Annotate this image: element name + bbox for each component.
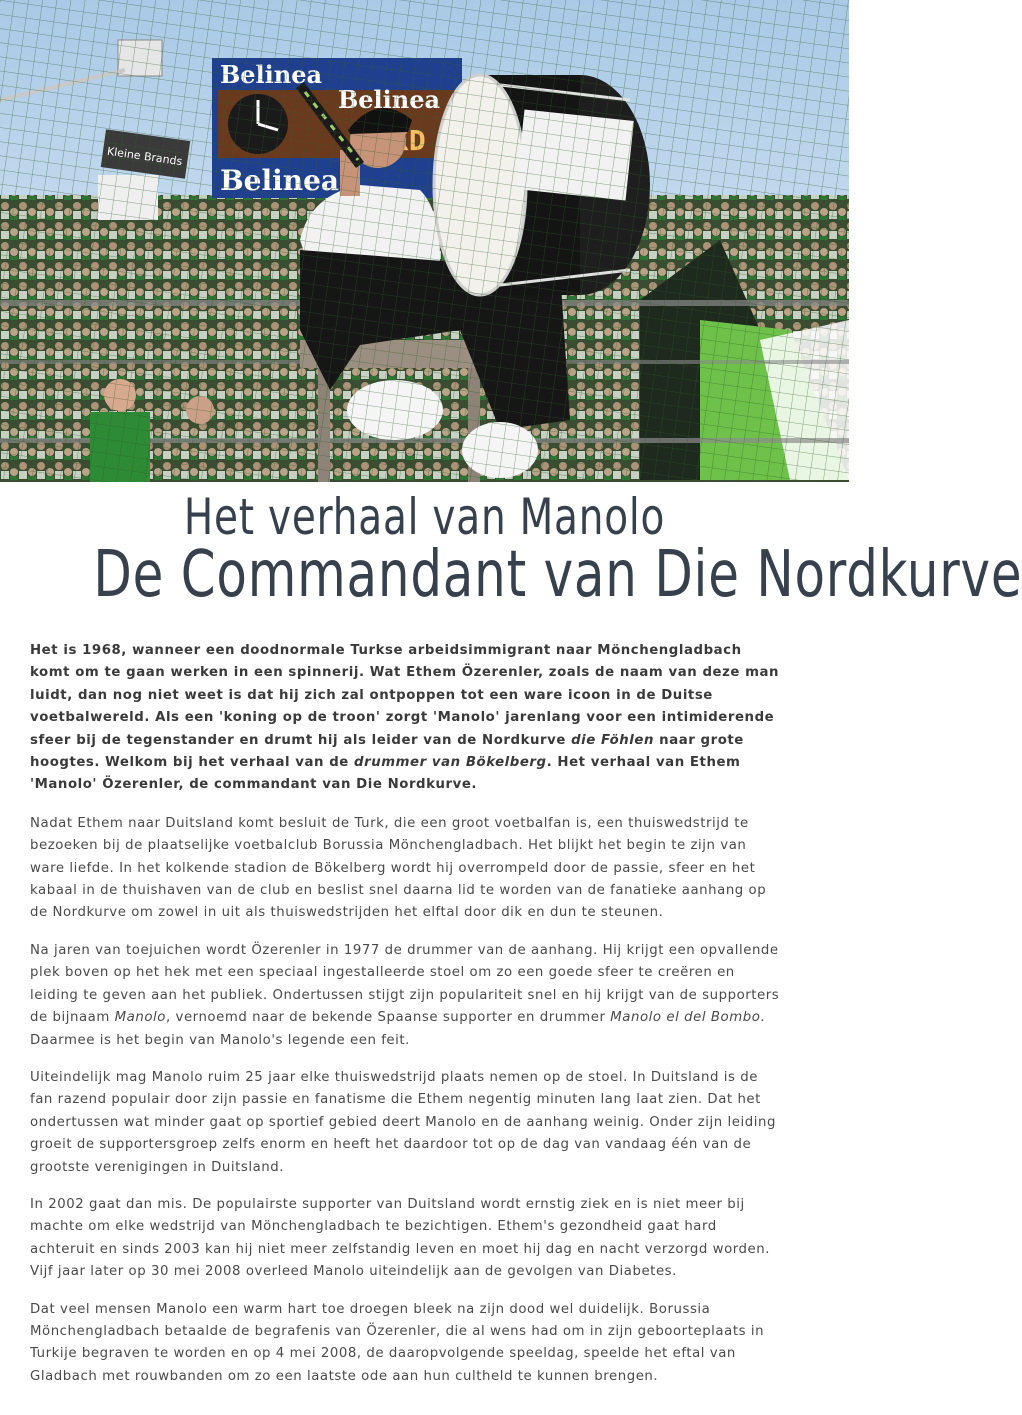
p3-text-b: , vernoemd naar de bekende Spaanse supporter en drummer <box>165 1010 611 1026</box>
paragraph-4: Uiteindelijk mag Manolo ruim 25 jaar elke thuiswedstrijd plaats nemen op de stoel. In Duitsland is de fan razend populair door zijn passie en fanatisme die Ethem negentig minuten lang laat zien. Dat het ondertussen wat minder gaat op sportief gebied deert Manolo en de aanhang weinig. Onder zijn leiding groeit de supportersgroep zelfs enorm en heeft het daardoor tot op de dag van vandaag één van de grootste verenigingen in Duitsland. <box>30 1069 776 1175</box>
paragraph-5: In 2002 gaat dan mis. De populairste supporter van Duitsland wordt ernstig ziek en is niet meer bij machte om elke wedstrijd van Mönchengladbach te bezichtigen. Ethem's gezondheid gaat hard achteruit en sinds 2003 kan hij niet meer zelfstandig leven en moet hij dag en nacht verzorgd worden. Vijf jaar later op 30 mei 2008 overleed Manolo uiteindelijk aan de gevolgen van Diabetes. <box>30 1196 771 1280</box>
p3-text-c: . Daarmee is het begin van Manolo's legende een feit. <box>30 1010 766 1048</box>
article-body <box>30 640 782 1403</box>
hero-illustration <box>0 0 849 482</box>
page-subtitle: De Commandant van Die Nordkurve <box>93 538 1022 612</box>
intro-text-a: Het is 1968, wanneer een doodnormale Turkse arbeidsimmigrant naar Mönchengladbach komt om te gaan werken in een spinnerij. Wat Ethem Özerenler, zoals de naam van deze man luidt, dan nog niet weet is dat hij zich zal ontpoppen tot een ware icoon in de Duitse voetbalwereld. Als een 'koning op de troon' zorgt 'Manolo' jarenlang voor een intimiderende sfeer bij de tegenstander en drumt hij als leider van de Nordkurve <box>30 643 780 748</box>
intro-emphasis-drummer: drummer van Bökelberg <box>354 755 547 771</box>
page-title: Het verhaal van Manolo <box>183 488 666 546</box>
hero-photo <box>0 0 849 482</box>
paragraph-2: Nadat Ethem naar Duitsland komt besluit de Turk, die een groot voetbalfan is, een thuiswedstrijd te bezoeken bij de plaatselijke voetbalclub Borussia Mönchengladbach. Het blijkt het begin te zijn van ware liefde. In het kolkende stadion de Bökelberg wordt hij overrompeld door de passie, sfeer en het kabaal in de thuishaven van de club en beslist snel daarna lid te worden van de fanatieke aanhang op de Nordkurve om zowel in uit als thuiswedstrijden het elftal door dik en dun te steunen. <box>30 815 767 921</box>
paragraph-6: Dat veel mensen Manolo een warm hart toe droegen bleek na zijn dood wel duidelijk. Borussia Mönchengladbach betaalde de begrafenis van Özerenler, die al wens had om in zijn geboorteplaats in Turkije begraven te worden en op 4 mei 2008, de daaropvolgende speeldag, speelde het eftal van Gladbach met rouwbanden om zo een laatste ode aan hun cultheld te kunnen brengen. <box>30 1301 765 1384</box>
intro-emphasis-foehlen: die Föhlen <box>571 732 654 748</box>
intro-text-c: . Het verhaal van Ethem 'Manolo' Özerenler, de commandant van Die Nordkurve. <box>30 755 741 793</box>
p3-emphasis-manolo: Manolo <box>114 1010 166 1026</box>
intro-text-b: naar grote hoogtes. Welkom bij het verhaal van de <box>30 732 744 771</box>
intro-paragraph <box>30 640 782 797</box>
fence-net <box>0 0 849 482</box>
title-block <box>0 486 1022 612</box>
paragraph-3 <box>30 940 782 1052</box>
p3-text-a: Na jaren van toejuichen wordt Özerenler in 1977 de drummer van de aanhang. Hij krijgt een opvallende plek boven op het hek met een speciaal ingestalleerde stoel om zo een goede sfeer te creëren en leiding te geven aan het publiek. Ondertussen stijgt zijn populariteit snel en hij krijgt van de supporters de bijnaam <box>30 942 780 1026</box>
p3-emphasis-bombo: Manolo el del Bombo <box>610 1010 761 1026</box>
